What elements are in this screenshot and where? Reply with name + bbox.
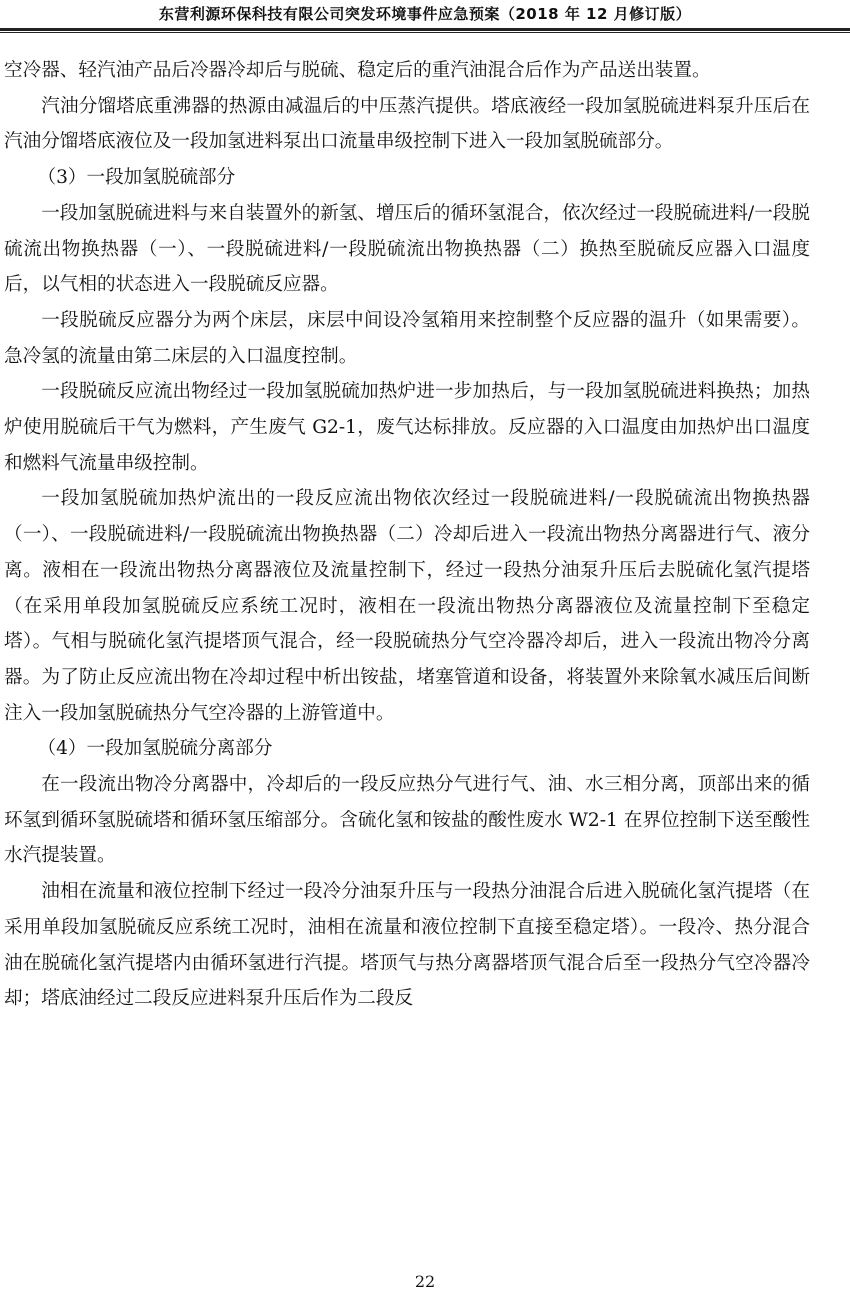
header-rule-thick	[0, 28, 850, 31]
paragraph: 一段加氢脱硫进料与来自装置外的新氢、增压后的循环氢混合，依次经过一段脱硫进料/一段脱硫流出物换热器（一）、一段脱硫进料/一段脱硫流出物换热器（二）换热至脱硫反应器入口温度后，以气相的状态进入一段脱硫反应器。	[4, 202, 810, 296]
paragraph: 油相在流量和液位控制下经过一段冷分油泵升压与一段热分油混合后进入脱硫化氢汽提塔（在采用单段加氢脱硫反应系统工况时，油相在流量和液位控制下直接至稳定塔）。一段冷、热分混合油在脱硫化氢汽提塔内由循环氢进行汽提。塔顶气与热分离器塔顶气混合后至一段热分气空冷器冷却；塔底油经过二段反应进料泵升压后作为二段反	[4, 881, 810, 1010]
paragraph: 一段加氢脱硫加热炉流出的一段反应流出物依次经过一段脱硫进料/一段脱硫流出物换热器（一）、一段脱硫进料/一段脱硫流出物换热器（二）冷却后进入一段流出物热分离器进行气、液分离。液相在一段流出物热分离器液位及流量控制下，经过一段热分油泵升压后去脱硫化氢汽提塔（在采用单段加氢脱硫反应系统工况时，液相在一段流出物热分离器液位及流量控制下至稳定塔）。气相与脱硫化氢汽提塔顶气混合，经一段脱硫热分气空冷器冷却后，进入一段流出物冷分离器。为了防止反应流出物在冷却过程中析出铵盐，堵塞管道和设备，将装置外来除氧水减压后间断注入一段加氢脱硫热分气空冷器的上游管道中。	[4, 488, 810, 724]
document-body	[4, 53, 810, 1017]
document-header: 东营利源环保科技有限公司突发环境事件应急预案（2018 年 12 月修订版）	[158, 5, 692, 23]
section-heading: （4）一段加氢脱硫分离部分	[37, 738, 273, 760]
header-rule-thin	[0, 32, 850, 33]
paragraph-continuation: 空冷器、轻汽油产品后冷器冷却后与脱硫、稳定后的重汽油混合后作为产品送出装置。	[4, 60, 711, 81]
paragraph: 一段脱硫反应器分为两个床层，床层中间设冷氢箱用来控制整个反应器的温升（如果需要）。急冷氢的流量由第二床层的入口温度控制。	[4, 309, 810, 367]
paragraph: 一段脱硫反应流出物经过一段加氢脱硫加热炉进一步加热后，与一段加氢脱硫进料换热；加热炉使用脱硫后干气为燃料，产生废气 G2-1，废气达标排放。反应器的入口温度由加热炉出口温度和燃料气流量串级控制。	[4, 381, 810, 474]
paragraph: 在一段流出物冷分离器中，冷却后的一段反应热分气进行气、油、水三相分离，顶部出来的循环氢到循环氢脱硫塔和循环氢压缩部分。含硫化氢和铵盐的酸性废水 W2-1 在界位控制下送至酸性水汽提装置。	[4, 774, 810, 867]
section-heading: （3）一段加氢脱硫部分	[37, 167, 236, 189]
page-number: 22	[414, 1272, 436, 1291]
paragraph: 汽油分馏塔底重沸器的热源由减温后的中压蒸汽提供。塔底液经一段加氢脱硫进料泵升压后在汽油分馏塔底液位及一段加氢进料泵出口流量串级控制下进入一段加氢脱硫部分。	[4, 95, 810, 153]
